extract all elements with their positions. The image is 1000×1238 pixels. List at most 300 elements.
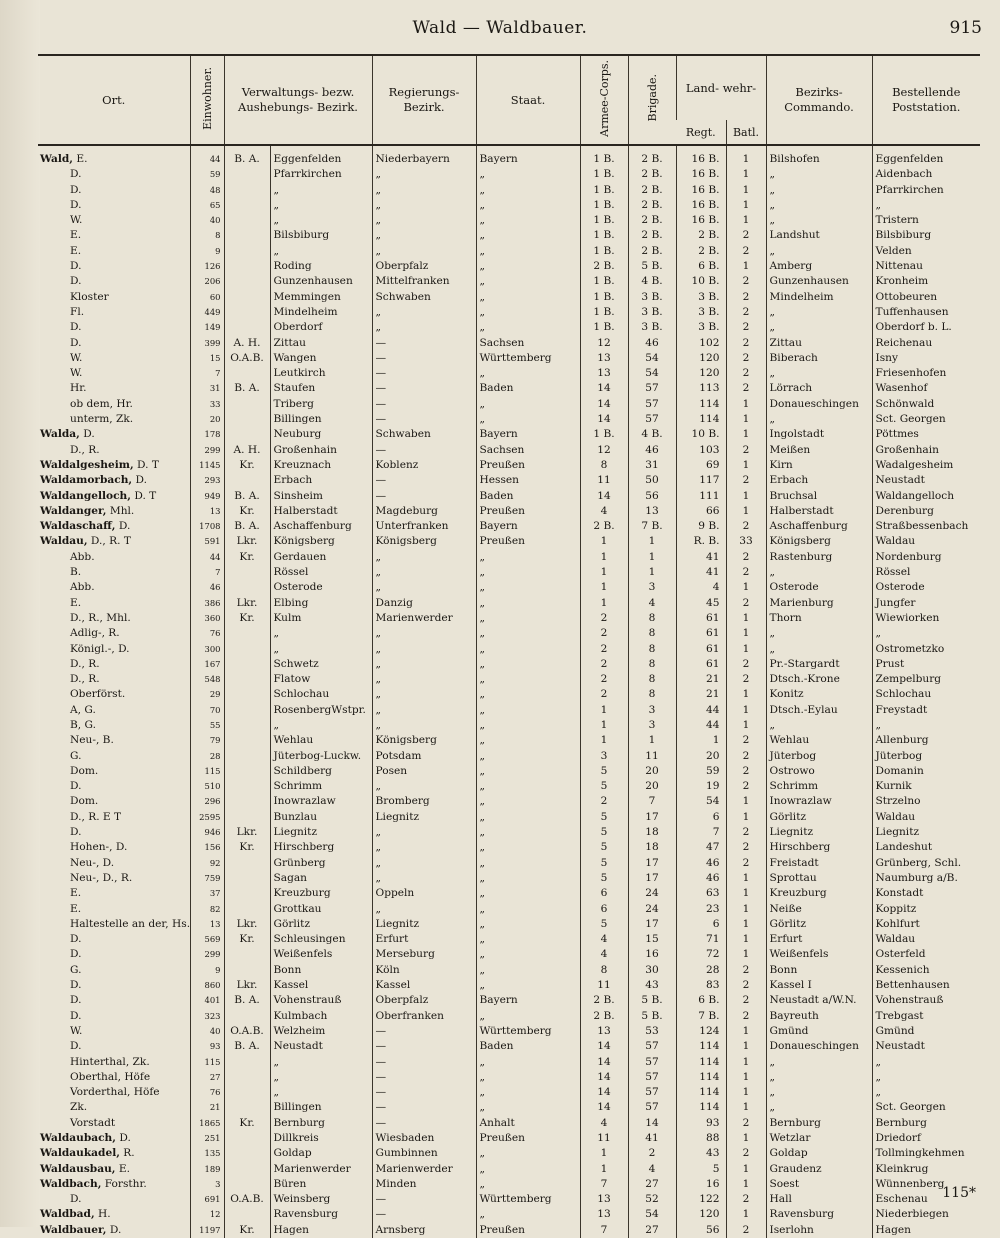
cell-armee: 13 [580,1024,628,1039]
cell-batl: 2 [726,244,766,259]
cell-bezirks: Sprottau [766,871,872,886]
cell-post: Bilsbiburg [872,228,980,243]
cell-bezirks: Wetzlar [766,1131,872,1146]
cell-ort [38,947,190,962]
cell-regt: 117 [676,473,726,488]
cell-batl: 1 [726,947,766,962]
cell-ort [38,932,190,947]
cell-regierung: Schwaben [372,290,476,305]
cell-batl: 2 [726,963,766,978]
cell-kreis-type [224,320,270,335]
table-row [38,810,980,825]
table-row [38,336,980,351]
cell-regt: 16 B. [676,145,726,167]
cell-armee: 13 [580,351,628,366]
cell-brigade: 2 B. [628,145,676,167]
cell-ort [38,1039,190,1054]
cell-batl: 1 [726,183,766,198]
cell-armee: 8 [580,963,628,978]
cell-staat: „ [476,1100,580,1115]
table-row [38,244,980,259]
cell-brigade: 57 [628,381,676,396]
cell-verwaltung: Büren [270,1177,372,1192]
cell-regt: 5 [676,1162,726,1177]
cell-post: Kurnik [872,779,980,794]
place-type: D., R., Mhl. [70,611,131,624]
cell-ort [38,504,190,519]
cell-regierung: — [372,1055,476,1070]
table-row [38,1223,980,1238]
cell-regt: 114 [676,412,726,427]
cell-ort [38,718,190,733]
cell-bezirks: Bonn [766,963,872,978]
cell-staat: „ [476,932,580,947]
table-row [38,856,980,871]
cell-batl: 1 [726,259,766,274]
cell-ort [38,1192,190,1207]
cell-ort [38,228,190,243]
cell-brigade: 50 [628,473,676,488]
cell-ort [38,1009,190,1024]
cell-brigade: 5 B. [628,993,676,1008]
cell-armee: 5 [580,856,628,871]
cell-bezirks: „ [766,1085,872,1100]
cell-armee: 14 [580,381,628,396]
header-brigade: Brigade. [628,56,676,145]
place-name: Waldbach, [40,1177,102,1190]
cell-verwaltung: Weinsberg [270,1192,372,1207]
cell-armee: 2 [580,626,628,641]
cell-einwohner: 46 [190,580,224,595]
cell-bezirks: Freistadt [766,856,872,871]
cell-regierung: — [372,1039,476,1054]
place-type: Hr. [70,382,87,395]
cell-staat: „ [476,290,580,305]
cell-regt: 41 [676,565,726,580]
cell-batl: 2 [726,840,766,855]
table-row [38,825,980,840]
cell-armee: 2 [580,794,628,809]
place-type: D. [70,979,82,992]
cell-staat: „ [476,320,580,335]
cell-brigade: 3 B. [628,320,676,335]
cell-post: Kronheim [872,274,980,289]
cell-regt: 114 [676,1085,726,1100]
cell-kreis-type [224,626,270,641]
cell-einwohner: 13 [190,917,224,932]
cell-staat: „ [476,550,580,565]
cell-armee: 2 B. [580,1009,628,1024]
cell-regt: 16 [676,1177,726,1192]
cell-einwohner: 12 [190,1207,224,1222]
cell-armee: 2 B. [580,993,628,1008]
cell-regt: 21 [676,672,726,687]
place-type: D. [119,1132,131,1144]
cell-regt: 72 [676,947,726,962]
place-type: D. [109,1223,122,1236]
place-type: D. [70,198,82,211]
header-post: Bestellende Poststation. [872,56,980,145]
cell-brigade: 30 [628,963,676,978]
cell-armee: 6 [580,886,628,901]
cell-bezirks: Inowrazlaw [766,794,872,809]
cell-einwohner: 9 [190,963,224,978]
cell-einwohner: 299 [190,443,224,458]
cell-kreis-type [224,1070,270,1085]
cell-brigade: 1 [628,733,676,748]
cell-staat: „ [476,1146,580,1161]
cell-kreis-type: Kr. [224,550,270,565]
place-name: Waldamorbach, [40,474,133,487]
cell-brigade: 16 [628,947,676,962]
cell-armee: 13 [580,366,628,381]
cell-einwohner: 569 [190,932,224,947]
cell-staat: Hessen [476,473,580,488]
cell-kreis-type [224,810,270,825]
cell-bezirks: „ [766,1070,872,1085]
cell-brigade: 5 B. [628,1009,676,1024]
cell-ort [38,1070,190,1085]
place-type: D. [70,321,82,334]
cell-batl: 2 [726,733,766,748]
cell-bezirks: Bruchsal [766,489,872,504]
cell-bezirks: Landshut [766,228,872,243]
cell-regierung: Posen [372,764,476,779]
cell-staat: „ [476,596,580,611]
cell-bezirks: „ [766,412,872,427]
table-row [38,1009,980,1024]
cell-bezirks: Bayreuth [766,1009,872,1024]
place-type: D. [83,428,95,441]
cell-armee: 1 [580,733,628,748]
place-type: R. [123,1147,135,1160]
header-batl: Batl. [726,120,766,145]
cell-armee: 14 [580,1085,628,1100]
cell-armee: 14 [580,1070,628,1085]
table-row [38,228,980,243]
cell-batl: 2 [726,473,766,488]
cell-einwohner: 21 [190,1100,224,1115]
cell-ort [38,902,190,917]
cell-kreis-type: Lkr. [224,825,270,840]
cell-einwohner: 591 [190,534,224,549]
cell-verwaltung: Triberg [270,397,372,412]
cell-armee: 14 [580,412,628,427]
cell-staat: „ [476,733,580,748]
cell-verwaltung: Staufen [270,381,372,396]
cell-regt: 2 B. [676,228,726,243]
cell-kreis-type [224,274,270,289]
cell-einwohner: 156 [190,840,224,855]
cell-kreis-type [224,749,270,764]
cell-post: „ [872,1055,980,1070]
cell-batl: 1 [726,703,766,718]
cell-brigade: 57 [628,412,676,427]
cell-verwaltung: Gunzenhausen [270,274,372,289]
cell-bezirks: Kassel I [766,978,872,993]
cell-ort [38,1116,190,1131]
cell-ort [38,580,190,595]
cell-batl: 1 [726,1207,766,1222]
table-row [38,489,980,504]
cell-regt: 61 [676,657,726,672]
place-type: D., R. E T [70,810,122,823]
cell-armee: 5 [580,764,628,779]
cell-batl: 1 [726,397,766,412]
cell-verwaltung: Sagan [270,871,372,886]
cell-staat: Württemberg [476,1024,580,1039]
cell-armee: 8 [580,458,628,473]
cell-batl: 1 [726,580,766,595]
cell-regt: 20 [676,749,726,764]
cell-staat: Württemberg [476,1192,580,1207]
cell-armee: 7 [580,1177,628,1192]
cell-batl: 1 [726,145,766,167]
cell-staat: „ [476,687,580,702]
place-type: D. [118,520,131,533]
cell-kreis-type: Lkr. [224,917,270,932]
cell-batl: 1 [726,427,766,442]
cell-kreis-type [224,473,270,488]
cell-staat: „ [476,963,580,978]
cell-armee: 12 [580,443,628,458]
cell-ort [38,213,190,228]
cell-regierung: — [372,1070,476,1085]
cell-brigade: 57 [628,1100,676,1115]
cell-bezirks: Ostrowo [766,764,872,779]
table-row [38,764,980,779]
cell-batl: 2 [726,351,766,366]
place-type: Adlig-, R. [70,627,120,640]
cell-ort [38,1207,190,1222]
cell-batl: 2 [726,320,766,335]
table-row [38,749,980,764]
cell-regierung: — [372,443,476,458]
cell-einwohner: 31 [190,381,224,396]
cell-post: Jungfer [872,596,980,611]
cell-staat: „ [476,978,580,993]
cell-einwohner: 115 [190,1055,224,1070]
cell-regierung: — [372,473,476,488]
cell-regt: 7 B. [676,1009,726,1024]
cell-regierung: — [372,1116,476,1131]
cell-einwohner: 251 [190,1131,224,1146]
cell-bezirks: Liegnitz [766,825,872,840]
cell-brigade: 53 [628,1024,676,1039]
cell-ort [38,489,190,504]
cell-post: Strzelno [872,794,980,809]
table-row [38,213,980,228]
cell-einwohner: 126 [190,259,224,274]
cell-staat: „ [476,642,580,657]
cell-post: Schlochau [872,687,980,702]
cell-batl: 2 [726,672,766,687]
cell-kreis-type [224,1146,270,1161]
cell-regt: 122 [676,1192,726,1207]
cell-batl: 1 [726,902,766,917]
cell-verwaltung: Marienwerder [270,1162,372,1177]
cell-ort [38,198,190,213]
cell-verwaltung: Hagen [270,1223,372,1238]
cell-batl: 1 [726,810,766,825]
place-name: Wald, [40,153,73,165]
cell-kreis-type [224,718,270,733]
place-type: Hohen-, D. [70,841,128,854]
cell-ort [38,1085,190,1100]
cell-batl: 1 [726,458,766,473]
cell-armee: 2 [580,657,628,672]
table-row [38,183,980,198]
cell-regierung: — [372,1207,476,1222]
cell-einwohner: 40 [190,213,224,228]
table-row [38,427,980,442]
cell-regt: 61 [676,642,726,657]
cell-staat: Anhalt [476,1116,580,1131]
cell-post: Kessenich [872,963,980,978]
cell-bezirks: Gunzenhausen [766,274,872,289]
cell-einwohner: 296 [190,794,224,809]
cell-einwohner: 65 [190,198,224,213]
cell-verwaltung: Kulm [270,611,372,626]
cell-armee: 5 [580,840,628,855]
place-type: D. [70,336,82,349]
cell-verwaltung: Welzheim [270,1024,372,1039]
table-row [38,274,980,289]
cell-batl: 2 [726,305,766,320]
cell-kreis-type [224,290,270,305]
cell-regt: 6 B. [676,993,726,1008]
cell-post: Eggenfelden [872,145,980,167]
cell-einwohner: 70 [190,703,224,718]
table-row [38,917,980,932]
cell-batl: 1 [726,1100,766,1115]
cell-bezirks: Erbach [766,473,872,488]
cell-kreis-type [224,397,270,412]
cell-regierung: — [372,381,476,396]
cell-regierung: „ [372,856,476,871]
cell-kreis-type: O.A.B. [224,351,270,366]
cell-post: „ [872,1070,980,1085]
cell-kreis-type [224,213,270,228]
cell-verwaltung: Vohenstrauß [270,993,372,1008]
cell-verwaltung: Großenhain [270,443,372,458]
cell-brigade: 2 B. [628,167,676,182]
cell-post: Naumburg a/B. [872,871,980,886]
cell-regt: 6 [676,917,726,932]
cell-regierung: Königsberg [372,534,476,549]
cell-verwaltung: Dillkreis [270,1131,372,1146]
cell-brigade: 57 [628,1039,676,1054]
cell-bezirks: Neustadt a/W.N. [766,993,872,1008]
cell-armee: 1 [580,580,628,595]
cell-regt: 102 [676,336,726,351]
place-type: Hinterthal, Zk. [70,1055,150,1068]
cell-armee: 2 [580,687,628,702]
cell-kreis-type: B. A. [224,1039,270,1054]
cell-verwaltung: Osterode [270,580,372,595]
running-head-title: Wald — Waldbauer. [412,18,588,38]
cell-post: „ [872,198,980,213]
cell-bezirks: „ [766,1100,872,1115]
cell-post: Großenhain [872,443,980,458]
cell-staat: Baden [476,1039,580,1054]
cell-armee: 4 [580,504,628,519]
place-type: G. [70,749,82,762]
cell-kreis-type [224,856,270,871]
cell-regierung: „ [372,840,476,855]
cell-brigade: 17 [628,917,676,932]
cell-post: Zempelburg [872,672,980,687]
cell-einwohner: 293 [190,473,224,488]
cell-ort [38,1131,190,1146]
cell-armee: 11 [580,1131,628,1146]
cell-einwohner: 76 [190,1085,224,1100]
cell-ort [38,320,190,335]
cell-bezirks: Hirschberg [766,840,872,855]
cell-regierung: Erfurt [372,932,476,947]
cell-staat: Sachsen [476,443,580,458]
cell-batl: 1 [726,642,766,657]
table-row [38,1177,980,1192]
cell-bezirks: Iserlohn [766,1223,872,1238]
cell-regierung: Potsdam [372,749,476,764]
cell-bezirks: Osterode [766,580,872,595]
cell-staat: „ [476,917,580,932]
cell-batl: 2 [726,1116,766,1131]
cell-verwaltung: Schwetz [270,657,372,672]
cell-armee: 5 [580,825,628,840]
cell-bezirks: Halberstadt [766,504,872,519]
cell-bezirks: „ [766,183,872,198]
cell-regt: 47 [676,840,726,855]
cell-verwaltung: Pfarrkirchen [270,167,372,182]
cell-regierung: „ [372,825,476,840]
cell-staat: „ [476,183,580,198]
cell-ort [38,534,190,549]
cell-post: Vohenstrauß [872,993,980,1008]
place-type: E. [70,902,82,915]
cell-brigade: 1 [628,565,676,580]
table-row [38,1039,980,1054]
cell-post: Ottobeuren [872,290,980,305]
cell-bezirks: Görlitz [766,810,872,825]
place-type: ob dem, Hr. [70,397,133,410]
cell-batl: 1 [726,198,766,213]
cell-kreis-type: A. H. [224,443,270,458]
place-type: Abb. [70,550,95,563]
cell-brigade: 17 [628,856,676,871]
cell-verwaltung: Neustadt [270,1039,372,1054]
cell-ort [38,351,190,366]
cell-regt: 114 [676,1100,726,1115]
place-name: Waldaubach, [40,1132,116,1144]
cell-post: Waldau [872,810,980,825]
cell-batl: 2 [726,657,766,672]
cell-staat: „ [476,1177,580,1192]
cell-brigade: 17 [628,810,676,825]
table-row [38,779,980,794]
cell-regt: 9 B. [676,519,726,534]
cell-ort [38,145,190,167]
table-row [38,534,980,549]
cell-regt: 6 [676,810,726,825]
header-einwohner: Einwohner. [190,56,224,145]
table-row [38,1207,980,1222]
cell-kreis-type [224,412,270,427]
cell-regt: 23 [676,902,726,917]
cell-staat: „ [476,1009,580,1024]
header-staat: Staat. [476,56,580,145]
